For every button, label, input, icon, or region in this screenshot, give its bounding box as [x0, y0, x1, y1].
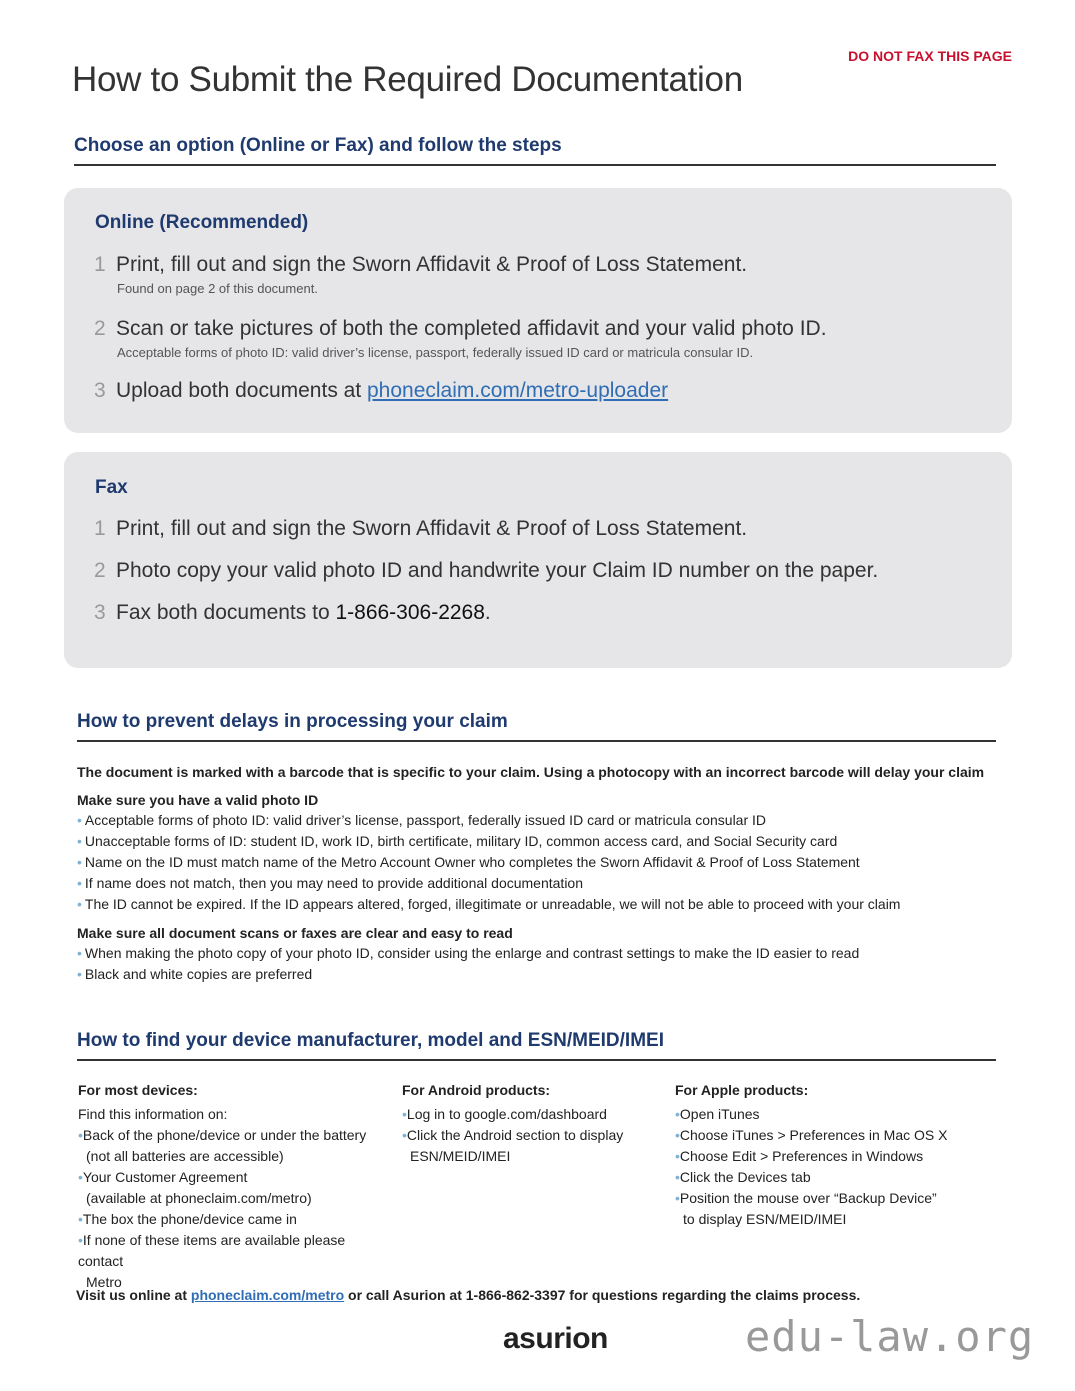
list-item: • The ID cannot be expired. If the ID appears altered, forged, illegitimate or unreadable, we will not be able to proceed with your claim [77, 896, 901, 912]
list-item: • Acceptable forms of photo ID: valid driver’s license, passport, federally issued ID card or matricula consular ID [77, 812, 767, 828]
phoneclaim-link[interactable]: phoneclaim.com/metro [190, 1287, 345, 1303]
most-devices-column [78, 1080, 393, 1293]
step-text: Photo copy your valid photo ID and handwrite your Claim ID number on the paper. [116, 559, 879, 582]
list-item: • When making the photo copy of your photo ID, consider using the enlarge and contrast settings to make the ID easier to read [77, 945, 860, 961]
fax-step-3 [94, 601, 491, 625]
step-text: Scan or take pictures of both the completed affidavit and your valid photo ID. [116, 317, 827, 340]
list-item: •Click the Android section to display [402, 1127, 624, 1143]
do-not-fax-notice: DO NOT FAX THIS PAGE [848, 48, 1012, 64]
step-text: Print, fill out and sign the Sworn Affidavit & Proof of Loss Statement. [116, 517, 748, 540]
list-item-cont: (not all batteries are accessible) [86, 1148, 284, 1164]
asurion-logo: asurion [503, 1322, 608, 1355]
apple-column [675, 1080, 1005, 1230]
step-text: Upload both documents at [116, 379, 367, 402]
online-step-3 [94, 379, 668, 403]
footer-contact: Visit us online at phoneclaim.com/metro or call Asurion at 1-866-862-3397 for questions regarding the claims process. [76, 1287, 861, 1303]
column-intro: Find this information on: [78, 1106, 228, 1122]
column-heading: For Android products: [402, 1082, 551, 1098]
fax-option-box [64, 452, 1012, 668]
list-item: •Choose Edit > Preferences in Windows [675, 1148, 924, 1164]
step-number: 3 [94, 379, 106, 402]
list-item-cont: Metro [86, 1274, 122, 1290]
list-item: • Black and white copies are preferred [77, 966, 313, 982]
choose-option-heading: Choose an option (Online or Fax) and follow the steps [74, 135, 996, 166]
step-end: . [484, 601, 491, 624]
fax-step-1 [94, 517, 747, 541]
list-item: •Open iTunes [675, 1106, 760, 1122]
list-item-cont: ESN/MEID/IMEI [410, 1148, 511, 1164]
fax-title: Fax [95, 477, 128, 498]
photo-id-list [77, 810, 900, 915]
list-item: •The box the phone/device came in [78, 1211, 297, 1227]
list-item: •Position the mouse over “Backup Device” [675, 1190, 937, 1206]
step-text: Fax both documents to [116, 601, 336, 624]
page-title: How to Submit the Required Documentation [72, 60, 743, 99]
step-number: 2 [94, 559, 106, 582]
list-item: •Choose iTunes > Preferences in Mac OS X [675, 1127, 948, 1143]
fax-step-2 [94, 559, 878, 583]
list-item: • Unacceptable forms of ID: student ID, work ID, birth certificate, military ID, common access card, and Social Security card [77, 833, 838, 849]
list-item: • If name does not match, then you may need to provide additional documentation [77, 875, 583, 891]
list-item-cont: (available at phoneclaim.com/metro) [86, 1190, 312, 1206]
barcode-note: The document is marked with a barcode that is specific to your claim. Using a photocopy with an incorrect barcode will delay your claim [77, 764, 985, 780]
list-item: •Back of the phone/device or under the battery [78, 1127, 367, 1143]
watermark: edu-law.org [745, 1312, 1035, 1361]
step-text: Print, fill out and sign the Sworn Affidavit & Proof of Loss Statement. [116, 253, 748, 276]
scans-heading: Make sure all document scans or faxes are clear and easy to read [77, 925, 513, 941]
online-step-2-note: Acceptable forms of photo ID: valid driver’s license, passport, federally issued ID card or matricula consular ID. [117, 345, 754, 360]
online-step-1 [94, 253, 747, 277]
scans-list [77, 943, 859, 985]
column-heading: For Apple products: [675, 1082, 809, 1098]
list-item-cont: to display ESN/MEID/IMEI [683, 1211, 847, 1227]
online-title: Online (Recommended) [95, 212, 309, 233]
online-step-2 [94, 317, 827, 341]
list-item: •Your Customer Agreement [78, 1169, 248, 1185]
photo-id-heading: Make sure you have a valid photo ID [77, 792, 319, 808]
step-number: 1 [94, 253, 106, 276]
online-option-box [64, 188, 1012, 433]
list-item: •Click the Devices tab [675, 1169, 811, 1185]
android-column [402, 1080, 662, 1167]
device-info-heading: How to find your device manufacturer, model and ESN/MEID/IMEI [77, 1030, 996, 1061]
step-number: 1 [94, 517, 106, 540]
step-number: 2 [94, 317, 106, 340]
online-step-1-note: Found on page 2 of this document. [117, 281, 318, 296]
list-item: •If none of these items are available please contact [78, 1232, 346, 1269]
list-item: •Log in to google.com/dashboard [402, 1106, 607, 1122]
prevent-delays-heading: How to prevent delays in processing your claim [77, 711, 996, 742]
step-number: 3 [94, 601, 106, 624]
column-heading: For most devices: [78, 1082, 198, 1098]
uploader-link[interactable]: phoneclaim.com/metro-uploader [367, 379, 669, 402]
fax-number: 1-866-306-2268 [335, 601, 485, 624]
list-item: • Name on the ID must match name of the Metro Account Owner who completes the Sworn Affidavit & Proof of Loss Statement [77, 854, 860, 870]
